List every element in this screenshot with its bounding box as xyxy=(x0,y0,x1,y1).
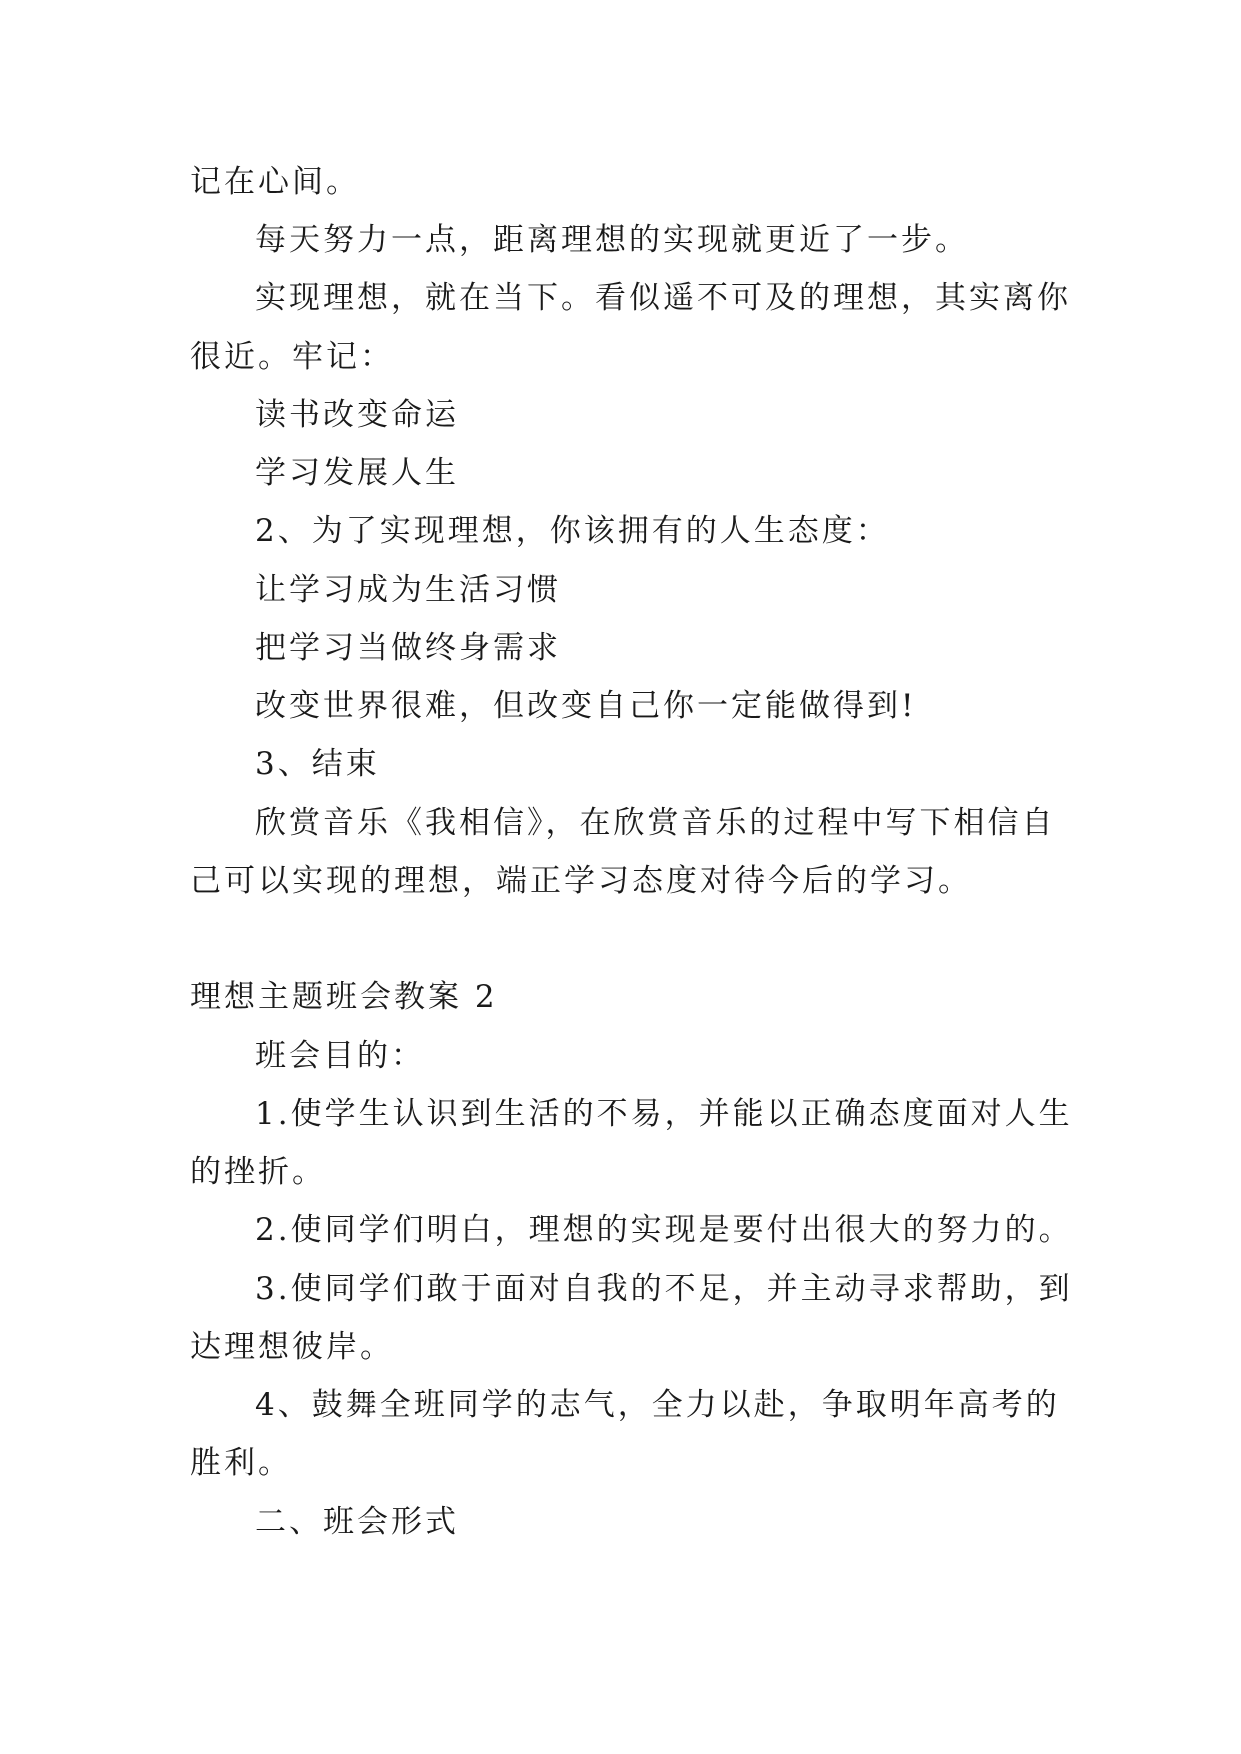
paragraph-line: 1.使学生认识到生活的不易，并能以正确态度面对人生 xyxy=(255,1096,1073,1132)
paragraph-line: 达理想彼岸。 xyxy=(190,1329,394,1365)
paragraph-line: 欣赏音乐《我相信》，在欣赏音乐的过程中写下相信自 xyxy=(255,805,1056,841)
paragraph-line: 学习发展人生 xyxy=(255,455,459,491)
paragraph-line: 胜利。 xyxy=(190,1445,292,1481)
paragraph-line: 4、鼓舞全班同学的志气，全力以赴，争取明年高考的 xyxy=(255,1387,1060,1423)
paragraph-line: 很近。牢记： xyxy=(190,339,394,375)
paragraph-line: 每天努力一点，距离理想的实现就更近了一步。 xyxy=(255,222,969,258)
paragraph-line: 2.使同学们明白，理想的实现是要付出很大的努力的。 xyxy=(255,1212,1073,1248)
paragraph-line: 读书改变命运 xyxy=(255,397,459,433)
section-title: 理想主题班会教案 2 xyxy=(190,979,498,1015)
paragraph-line: 让学习成为生活习惯 xyxy=(255,572,561,608)
paragraph-line: 改变世界很难，但改变自己你一定能做得到! xyxy=(255,688,917,724)
paragraph-line: 3.使同学们敢于面对自我的不足，并主动寻求帮助，到 xyxy=(255,1271,1073,1307)
paragraph-line: 的挫折。 xyxy=(190,1154,326,1190)
paragraph-line: 3、结束 xyxy=(255,746,380,782)
paragraph-line: 把学习当做终身需求 xyxy=(255,630,561,666)
paragraph-line: 2、为了实现理想，你该拥有的人生态度： xyxy=(255,513,890,549)
paragraph-line: 己可以实现的理想，端正学习态度对待今后的学习。 xyxy=(190,863,972,899)
paragraph-line: 班会目的： xyxy=(255,1038,425,1074)
paragraph-line: 二、班会形式 xyxy=(255,1504,459,1540)
paragraph-line: 记在心间。 xyxy=(190,164,360,200)
paragraph-line: 实现理想，就在当下。看似遥不可及的理想，其实离你 xyxy=(255,280,1071,316)
